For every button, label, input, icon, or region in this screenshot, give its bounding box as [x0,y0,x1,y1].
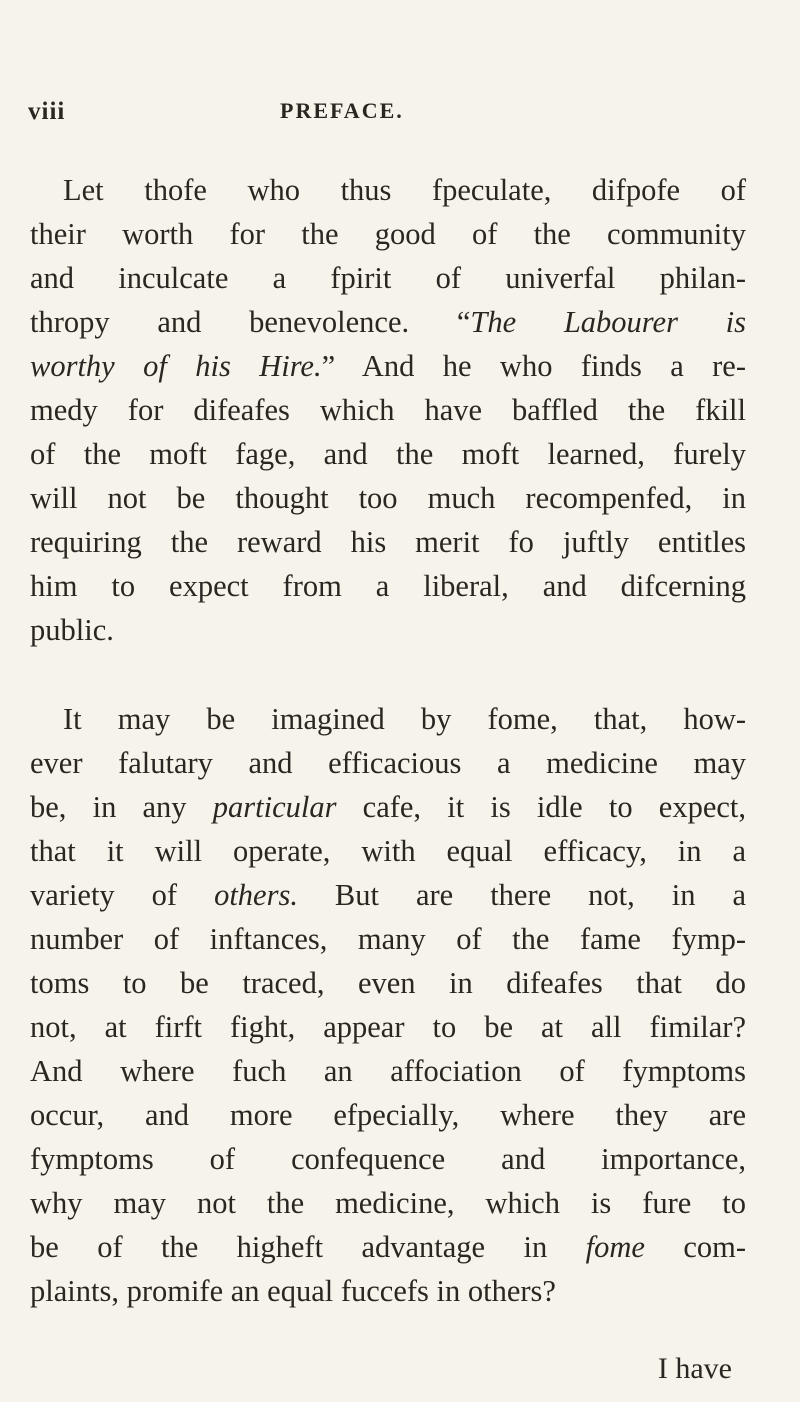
italic-text: others. [214,878,298,912]
text-line: requiring the reward his merit fo juftly entitles [30,525,746,559]
text-line: variety of others. But are there not, in a [30,878,746,912]
text-line: and inculcate a fpirit of univerfal philan- [30,261,746,295]
paragraph [30,168,746,652]
page-header [28,94,768,134]
text-line: occur, and more efpecially, where they are [30,1098,746,1132]
text-line: him to expect from a liberal, and difcerning [30,569,746,603]
italic-text: fome [585,1230,645,1264]
page-number: viii [28,98,66,125]
text-line: It may be imagined by fome, that, how- [63,702,746,736]
text-line: toms to be traced, even in difeafes that do [30,966,746,1000]
text-line: And where fuch an affociation of fymptoms [30,1054,746,1088]
text-line: that it will operate, with equal efficacy, in a [30,834,746,868]
text-line: thropy and benevolence. “The Labourer is [30,305,746,339]
catchword: I have [657,1352,732,1385]
paragraph [30,697,746,1313]
text-line: number of inftances, many of the fame fymp- [30,922,746,956]
text-line: Let thofe who thus fpeculate, difpofe of [63,173,746,207]
italic-text: The Labourer is [470,305,746,339]
text-line: not, at firft fight, appear to be at all fimilar? [30,1010,746,1044]
text-line: ever falutary and efficacious a medicine may [30,746,746,780]
italic-text: worthy of his Hire. [30,349,322,383]
paragraph-gap [30,652,746,697]
text-line: will not be thought too much recompenfed, in [30,481,746,515]
text-line: public. [30,613,114,647]
text-line: worthy of his Hire.” And he who finds a re- [30,349,746,383]
text-line: plaints, promife an equal fuccefs in others? [30,1274,556,1308]
text-line: of the moft fage, and the moft learned, furely [30,437,746,471]
italic-text: particular [212,790,337,824]
text-line: medy for difeafes which have baffled the fkill [30,393,746,427]
text-line: fymptoms of confequence and importance, [30,1142,746,1176]
text-line: be of the higheft advantage in fome com- [30,1230,746,1264]
text-line: their worth for the good of the community [30,217,746,251]
text-line: be, in any particular cafe, it is idle to expect, [30,790,746,824]
running-head: PREFACE. [280,98,404,123]
body-text [30,168,746,1313]
text-line: why may not the medicine, which is fure to [30,1186,746,1220]
